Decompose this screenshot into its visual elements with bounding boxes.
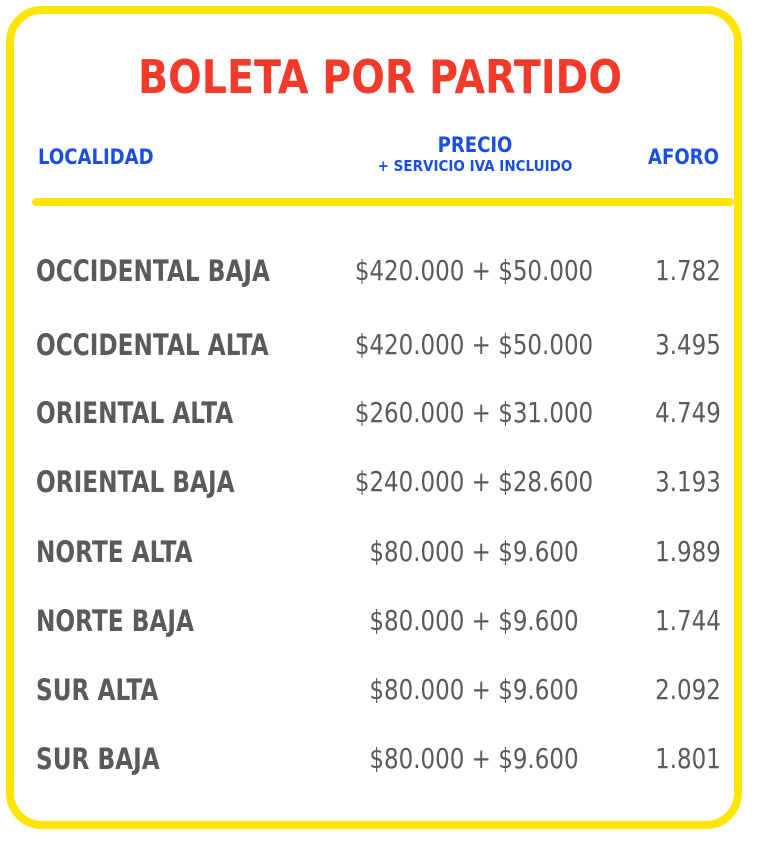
row-aforo: 1.989 [655,535,721,568]
row-localidad: NORTE ALTA [36,535,193,569]
row-localidad: OCCIDENTAL BAJA [36,254,270,288]
row-aforo: 3.193 [655,465,721,498]
row-precio: $260.000 + $31.000 [354,396,594,429]
table-row [0,393,760,433]
table-row [0,251,760,291]
row-aforo: 1.744 [655,604,721,637]
row-localidad: ORIENTAL BAJA [36,465,235,499]
row-localidad: SUR BAJA [36,742,160,776]
column-header-aforo: AFORO [648,145,719,169]
row-aforo: 4.749 [655,396,721,429]
column-header-precio-subtitle: + SERVICIO IVA INCLUIDO [377,157,573,175]
column-header-precio-label: PRECIO [437,133,513,157]
column-header-precio [330,133,620,175]
table-row [0,325,760,365]
row-precio: $80.000 + $9.600 [369,604,579,637]
row-precio: $80.000 + $9.600 [369,742,579,775]
table-row [0,601,760,641]
row-precio: $240.000 + $28.600 [354,465,594,498]
column-header-localidad: LOCALIDAD [38,145,154,169]
row-localidad: SUR ALTA [36,673,159,707]
row-precio: $420.000 + $50.000 [354,254,594,287]
table-row [0,462,760,502]
row-aforo: 1.801 [655,742,721,775]
row-aforo: 3.495 [655,328,721,361]
row-localidad: ORIENTAL ALTA [36,396,234,430]
row-localidad: NORTE BAJA [36,604,194,638]
row-aforo: 1.782 [655,254,721,287]
row-localidad: OCCIDENTAL ALTA [36,328,269,362]
row-aforo: 2.092 [655,673,721,706]
page-title: BOLETA POR PARTIDO [137,50,623,104]
table-row [0,739,760,779]
table-row [0,670,760,710]
header-divider [32,198,734,206]
row-precio: $420.000 + $50.000 [354,328,594,361]
row-precio: $80.000 + $9.600 [369,535,579,568]
table-row [0,532,760,572]
row-precio: $80.000 + $9.600 [369,673,579,706]
